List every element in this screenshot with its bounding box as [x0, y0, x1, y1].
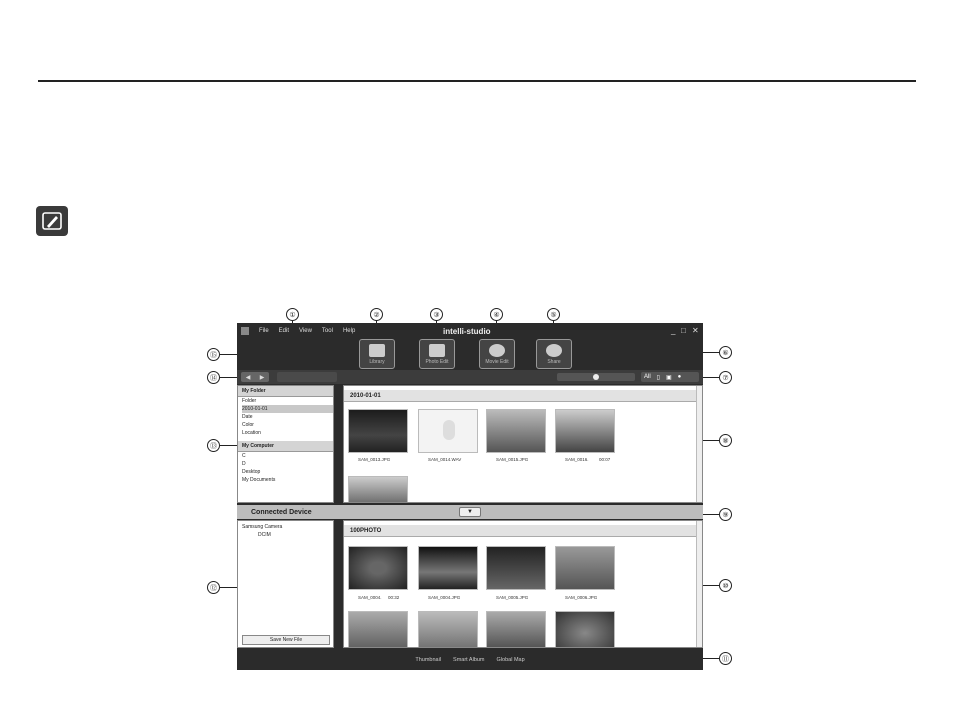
- leader-12: [220, 587, 237, 588]
- device-tree: [238, 521, 333, 539]
- thumb-sam0005[interactable]: [486, 546, 546, 590]
- tree-location[interactable]: Location: [242, 430, 261, 436]
- note-icon: [36, 206, 68, 236]
- folder-tree: [238, 397, 333, 437]
- photo-edit-label: Photo Edit: [425, 358, 449, 365]
- callout-2: ②: [370, 308, 383, 321]
- my-folder-header: My Folder: [238, 386, 333, 397]
- tree-drive-d[interactable]: D: [242, 461, 246, 467]
- view-mode-bar: [237, 649, 703, 670]
- tree-samsung-camera[interactable]: Samsung Camera: [242, 524, 283, 530]
- tree-dcim[interactable]: DCIM: [258, 532, 271, 538]
- callout-12: ⑫: [207, 581, 220, 594]
- callout-11: ⑪: [719, 652, 732, 665]
- photo-edit-button[interactable]: [419, 339, 455, 369]
- connected-device-label: Connected Device: [251, 508, 312, 516]
- forward-arrow-icon[interactable]: ▶: [259, 374, 265, 381]
- filter-audio-icon[interactable]: ●: [677, 374, 682, 380]
- zoom-slider[interactable]: [557, 373, 635, 381]
- bottom-group-header: 100PHOTO: [344, 525, 702, 537]
- caption-sam0004b: SAM_0004.JPG: [428, 595, 461, 600]
- caption-sam0006: SAM_0006.JPG: [565, 595, 598, 600]
- callout-14: ⑭: [207, 371, 220, 384]
- tree-folder[interactable]: Folder: [242, 398, 257, 404]
- tree-my-documents[interactable]: My Documents: [242, 477, 276, 483]
- menu-view[interactable]: View: [299, 328, 312, 334]
- view-smart-album[interactable]: Smart Album: [453, 656, 485, 663]
- edit-tools[interactable]: [277, 372, 337, 382]
- caption-duration-bottom: 00:32: [388, 595, 400, 600]
- leader-10: [703, 585, 719, 586]
- filter-buttons[interactable]: [641, 372, 699, 382]
- tree-desktop[interactable]: Desktop: [242, 469, 261, 475]
- caption-duration: 00:07: [599, 457, 611, 462]
- callout-7: ⑦: [719, 371, 732, 384]
- thumb-sam0006[interactable]: [555, 546, 615, 590]
- callout-6: ⑥: [719, 346, 732, 359]
- app-icon: [241, 327, 249, 335]
- movie-edit-icon: [489, 344, 505, 357]
- callout-5: ⑤: [547, 308, 560, 321]
- callout-15: ⑮: [207, 348, 220, 361]
- leader-14: [220, 377, 237, 378]
- menu-help[interactable]: Help: [342, 328, 356, 334]
- intelli-studio-window: [237, 323, 703, 670]
- thumb-row2-3[interactable]: [486, 611, 546, 648]
- tree-color[interactable]: Color: [242, 422, 254, 428]
- leader-7: [703, 377, 719, 378]
- thumb-sam0014[interactable]: [418, 409, 478, 453]
- library-icon: [369, 344, 385, 357]
- globe-icon: [546, 344, 562, 357]
- filter-all[interactable]: All: [644, 374, 651, 380]
- menu-tool[interactable]: Tool: [321, 328, 333, 334]
- thumb-row2-2[interactable]: [418, 611, 478, 648]
- tree-2010-01-01[interactable]: 2010-01-01: [242, 405, 333, 413]
- movie-edit-label: Movie Edit: [485, 358, 509, 365]
- thumb-row2-4[interactable]: [555, 611, 615, 648]
- device-pane: [237, 520, 334, 648]
- minimize-button[interactable]: _: [671, 326, 676, 335]
- callout-10: ⑩: [719, 579, 732, 592]
- thumb-sam0015[interactable]: [486, 409, 546, 453]
- top-group-header: 2010-01-01: [344, 390, 702, 402]
- leader-8: [703, 440, 719, 441]
- save-new-file-button[interactable]: Save New File: [242, 635, 330, 645]
- bottom-thumbnail-pane: [343, 520, 703, 648]
- filter-photo-icon[interactable]: ▯: [656, 374, 660, 381]
- folder-pane: [237, 385, 334, 503]
- caption-sam0013: SAM_0013.JPG: [358, 457, 391, 462]
- back-arrow-icon[interactable]: ◀: [245, 374, 251, 381]
- tree-drive-c[interactable]: C: [242, 453, 246, 459]
- share-label: Share: [547, 358, 561, 365]
- maximize-button[interactable]: □: [681, 326, 686, 335]
- microphone-icon: [443, 420, 455, 440]
- close-button[interactable]: ✕: [692, 326, 699, 335]
- callout-8: ⑧: [719, 434, 732, 447]
- menu-edit[interactable]: Edit: [278, 328, 290, 334]
- thumb-sam0004b[interactable]: [418, 546, 478, 590]
- my-computer-header: My Computer: [238, 441, 333, 452]
- slider-handle[interactable]: [593, 374, 599, 380]
- filter-video-icon[interactable]: ▣: [665, 374, 672, 381]
- thumb-row2-1[interactable]: [348, 611, 408, 648]
- caption-sam0005: SAM_0005.JPG: [496, 595, 529, 600]
- computer-tree: [238, 452, 333, 484]
- thumb-extra[interactable]: [348, 476, 408, 503]
- nav-arrows[interactable]: [241, 372, 269, 382]
- callout-1: ①: [286, 308, 299, 321]
- photo-edit-icon: [429, 344, 445, 357]
- collapse-toggle[interactable]: ▼: [459, 507, 481, 517]
- top-scrollbar[interactable]: [696, 386, 702, 503]
- connected-device-bar: [237, 505, 703, 519]
- library-button[interactable]: [359, 339, 395, 369]
- thumb-sam0013[interactable]: [348, 409, 408, 453]
- callout-9: ⑨: [719, 508, 732, 521]
- brand-logo: intelli-studio: [443, 327, 491, 336]
- tree-date[interactable]: Date: [242, 414, 253, 420]
- header-rule: [38, 80, 916, 82]
- callout-4: ④: [490, 308, 503, 321]
- share-button[interactable]: [536, 339, 572, 369]
- view-thumbnail[interactable]: Thumbnail: [415, 656, 442, 663]
- movie-edit-button[interactable]: [479, 339, 515, 369]
- caption-sam0004a: SAM_0004.: [358, 595, 382, 600]
- leader-13: [220, 445, 237, 446]
- library-label: Library: [369, 358, 385, 365]
- thumb-sam0004a[interactable]: [348, 546, 408, 590]
- view-global-map[interactable]: Global Map: [496, 656, 525, 663]
- caption-sam0016: SAM_0016.: [565, 457, 589, 462]
- bottom-scrollbar[interactable]: [696, 521, 702, 648]
- caption-sam0015: SAM_0015.JPG: [496, 457, 529, 462]
- thumb-sam0016[interactable]: [555, 409, 615, 453]
- menu-file[interactable]: File: [259, 328, 269, 334]
- toolbar: [237, 370, 703, 384]
- callout-3: ③: [430, 308, 443, 321]
- top-thumbnail-pane: [343, 385, 703, 503]
- caption-sam0014: SAM_0014.WAV: [428, 457, 462, 462]
- callout-13: ⑬: [207, 439, 220, 452]
